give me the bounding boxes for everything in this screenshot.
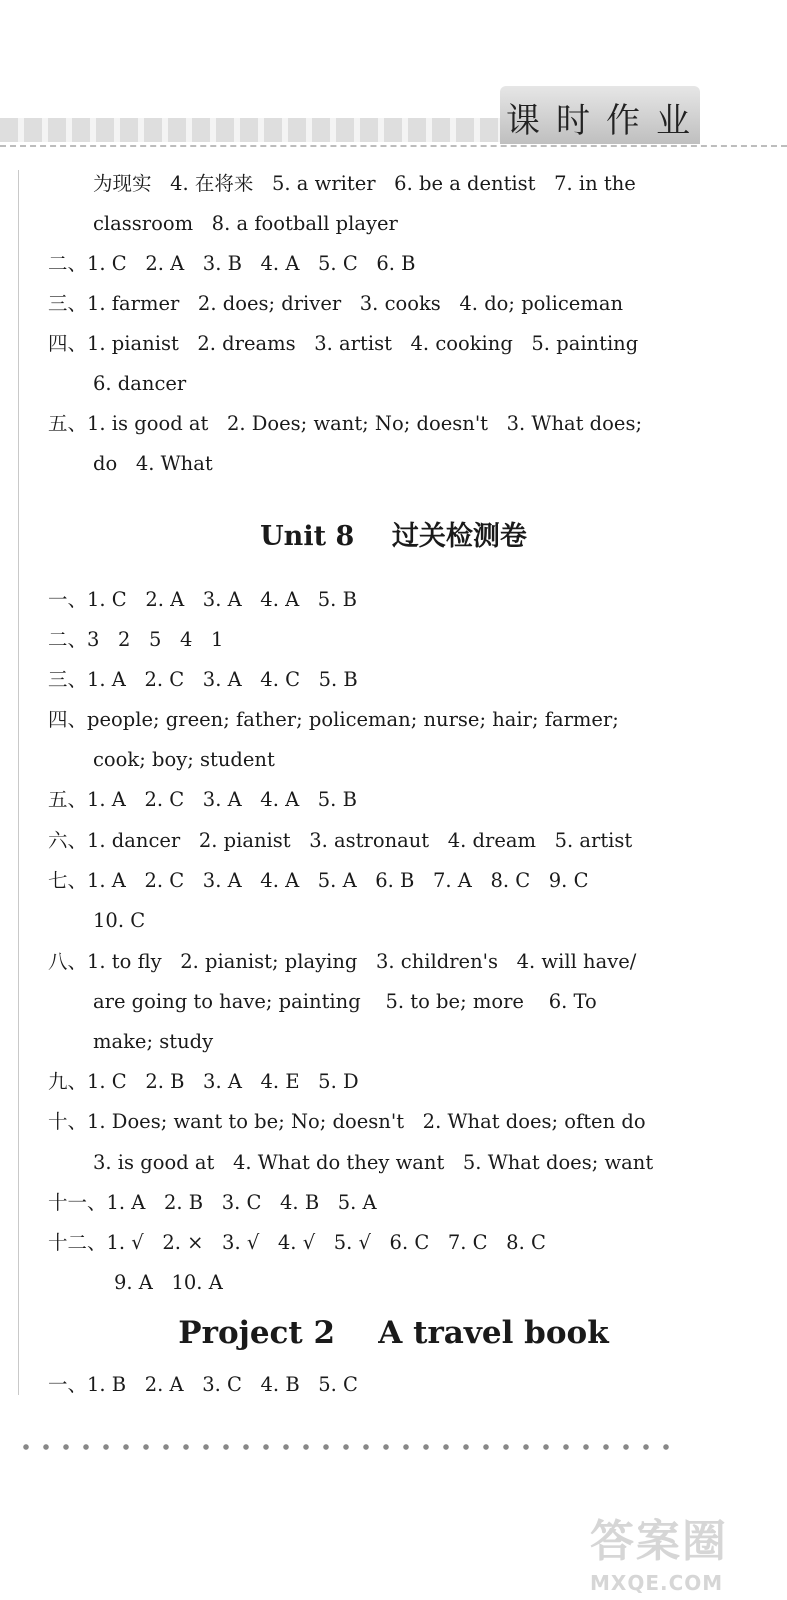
answer-line: 四、1. pianist 2. dreams 3. artist 4. cooking 5. painting bbox=[48, 332, 639, 355]
answer-line: are going to have; painting 5. to be; more 6. To bbox=[93, 990, 597, 1013]
answer-line: 七、1. A 2. C 3. A 4. A 5. A 6. B 7. A 8. C 9. C bbox=[48, 869, 589, 892]
watermark-logo bbox=[590, 1505, 780, 1595]
answer-line: 二、1. C 2. A 3. B 4. A 5. C 6. B bbox=[48, 252, 416, 275]
answer-line: 四、people; green; father; policeman; nurse; hair; farmer; bbox=[48, 708, 619, 731]
header-decorative-band bbox=[0, 118, 500, 142]
answer-line: 八、1. to fly 2. pianist; playing 3. children's 4. will have/ bbox=[48, 950, 637, 973]
header-title bbox=[500, 92, 700, 142]
answer-line: 九、1. C 2. B 3. A 4. E 5. D bbox=[48, 1070, 359, 1093]
answer-line: make; study bbox=[93, 1030, 214, 1053]
header-title-char: 时 bbox=[556, 100, 594, 141]
header-divider bbox=[0, 145, 787, 147]
answer-line: cook; boy; student bbox=[93, 748, 275, 771]
header-title-char: 课 bbox=[506, 100, 544, 141]
answer-line: 十二、1. √ 2. × 3. √ 4. √ 5. √ 6. C 7. C 8. C bbox=[48, 1231, 546, 1254]
header-title-char: 作 bbox=[606, 100, 644, 141]
left-margin-rule bbox=[18, 170, 19, 1395]
answer-line: 三、1. A 2. C 3. A 4. C 5. B bbox=[48, 668, 358, 691]
answer-line: 二、3 2 5 4 1 bbox=[48, 628, 224, 651]
answer-line: 10. C bbox=[93, 909, 146, 932]
answer-line: 一、1. B 2. A 3. C 4. B 5. C bbox=[48, 1373, 358, 1396]
answer-line: classroom 8. a football player bbox=[93, 212, 398, 235]
watermark-text: 答案圈 bbox=[590, 1516, 728, 1567]
answer-line: 9. A 10. A bbox=[114, 1271, 223, 1294]
footer-dotted-border bbox=[20, 1440, 680, 1454]
answer-line: 六、1. dancer 2. pianist 3. astronaut 4. dream 5. artist bbox=[48, 829, 633, 852]
unit8-heading: Unit 8 过关检测卷 bbox=[260, 521, 527, 552]
answer-line: 6. dancer bbox=[93, 372, 187, 395]
answer-line: 一、1. C 2. A 3. A 4. A 5. B bbox=[48, 588, 357, 611]
answer-line: 十、1. Does; want to be; No; doesn't 2. What does; often do bbox=[48, 1110, 646, 1133]
project2-heading: Project 2 A travel book bbox=[178, 1315, 609, 1351]
answer-line: 3. is good at 4. What do they want 5. What does; want bbox=[93, 1151, 654, 1174]
answer-line: 十一、1. A 2. B 3. C 4. B 5. A bbox=[48, 1191, 377, 1214]
header-title-char: 业 bbox=[656, 100, 694, 141]
answer-line: 五、1. A 2. C 3. A 4. A 5. B bbox=[48, 788, 357, 811]
watermark-url: MXQE.COM bbox=[590, 1571, 724, 1595]
answer-line: 五、1. is good at 2. Does; want; No; doesn't 3. What does; bbox=[48, 412, 643, 435]
answer-line: 为现实 4. 在将来 5. a writer 6. be a dentist 7. in the bbox=[93, 172, 636, 195]
answer-line: 三、1. farmer 2. does; driver 3. cooks 4. do; policeman bbox=[48, 292, 624, 315]
answer-line: do 4. What bbox=[93, 452, 213, 475]
